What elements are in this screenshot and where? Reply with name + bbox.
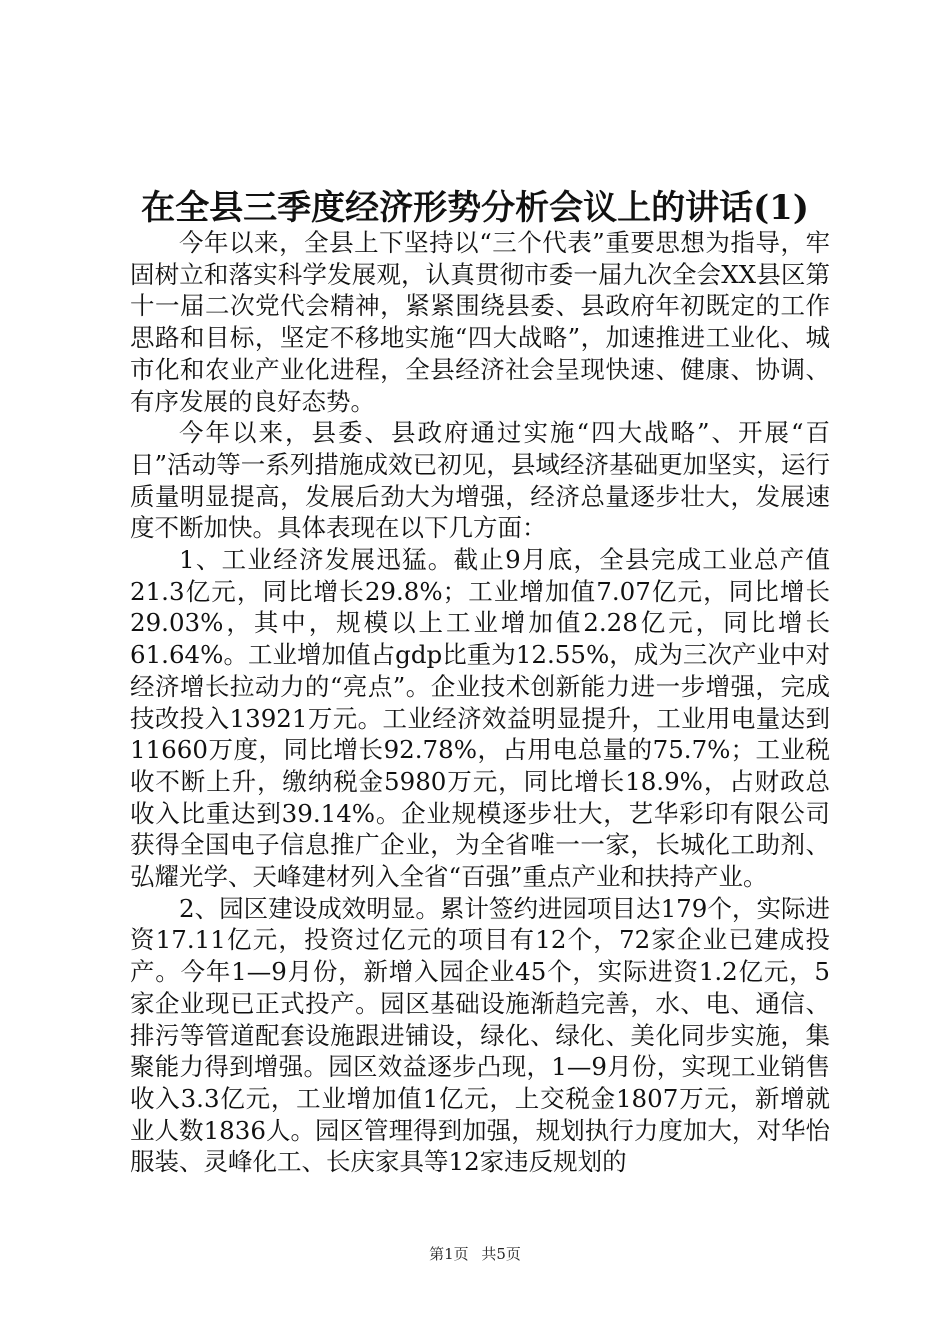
page-total: 共5页 — [481, 1245, 521, 1263]
paragraph-park: 2、园区建设成效明显。累计签约进园项目达179个，实际进资17.11亿元，投资过亿元的项目有12个，72家企业已建成投产。今年1—9月份，新增入园企业45个，实际进资1.2亿元，5家企业现已正式投产。园区基础设施渐趋完善，水、电、通信、排污等管道配套设施跟进铺设，绿化、绿化、美化同步实施，集聚能力得到增强。园区效益逐步凸现，1—9月份，实现工业销售收入3.3亿元，工业增加值1亿元，上交税金1807万元，新增就业人数1836人。园区管理得到加强，规划执行力度加大，对华怡服装、灵峰化工、长庆家具等12家违反规划的 — [130, 893, 830, 1177]
paragraph-industry: 1、工业经济发展迅猛。截止9月底，全县完成工业总产值21.3亿元，同比增长29.8%；工业增加值7.07亿元，同比增长29.03%，其中，规模以上工业增加值2.28亿元，同比增长61.64%。工业增加值占gdp比重为12.55%，成为三次产业中对经济增长拉动力的“亮点”。企业技术创新能力进一步增强，完成技改投入13921万元。工业经济效益明显提升，工业用电量达到11660万度，同比增长92.78%，占用电总量的75.7%；工业税收不断上升，缴纳税金5980万元，同比增长18.9%，占财政总收入比重达到39.14%。企业规模逐步壮大，艺华彩印有限公司获得全国电子信息推广企业，为全省唯一一家，长城化工助剂、弘耀光学、天峰建材列入全省“百强”重点产业和扶持产业。 — [130, 545, 830, 892]
paragraph-intro: 今年以来，全县上下坚持以“三个代表”重要思想为指导，牢固树立和落实科学发展观，认真贯彻市委一届九次全会XX县区第十一届二次党代会精神，紧紧围绕县委、县政府年初既定的工作思路和目标，坚定不移地实施“四大战略”，加速推进工业化、城市化和农业产业化进程，全县经济社会呈现快速、健康、协调、有序发展的良好态势。 — [130, 228, 830, 416]
document-title: 在全县三季度经济形势分析会议上的讲话(1) — [141, 188, 809, 228]
page-number: 第1页 — [429, 1245, 469, 1263]
paragraph-overview: 今年以来，县委、县政府通过实施“四大战略”、开展“百日”活动等一系列措施成效已初见，县域经济基础更加坚实，运行质量明显提高，发展后劲大为增强，经济总量逐步壮大，发展速度不断加快。具体表现在以下几方面： — [130, 418, 830, 543]
document-body — [130, 227, 830, 1178]
page-footer — [0, 1244, 950, 1264]
